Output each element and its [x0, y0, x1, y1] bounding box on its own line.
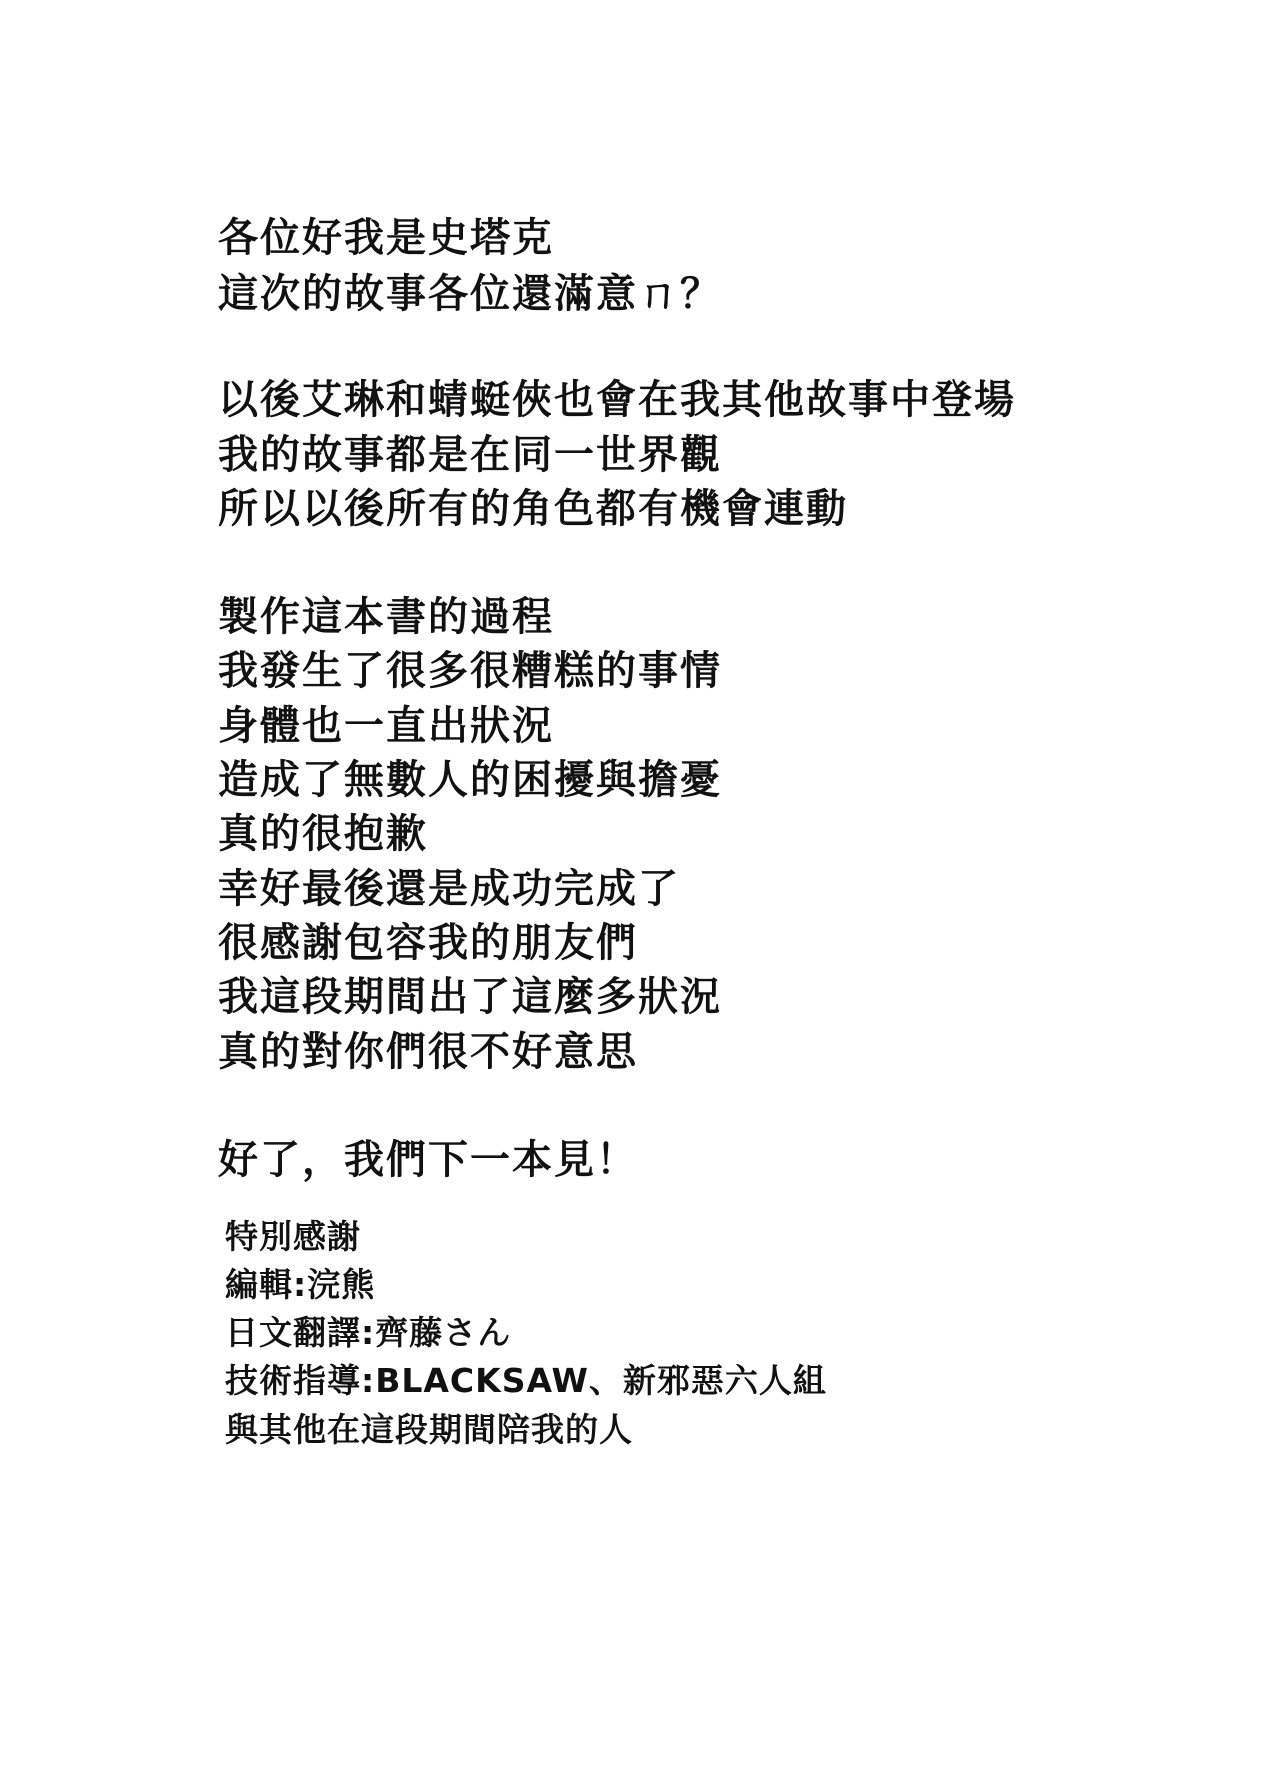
- credits-heading: 特別感謝: [225, 1217, 361, 1256]
- afterword-line: 很感謝包容我的朋友們: [218, 920, 638, 966]
- closing-line: 好了，我們下一本見！: [218, 1137, 638, 1183]
- afterword-line: 真的對你們很不好意思: [218, 1029, 638, 1075]
- afterword-line: 以後艾琳和蜻蜓俠也會在我其他故事中登場: [218, 377, 1016, 423]
- afterword-line: 我這段期間出了這麼多狀況: [218, 974, 722, 1020]
- afterword-line: 身體也一直出狀況: [218, 703, 554, 749]
- afterword-line: 造成了無數人的困擾與擔憂: [218, 757, 722, 803]
- afterword-line: 各位好我是史塔克: [218, 215, 554, 261]
- afterword-line: 真的很抱歉: [218, 811, 428, 857]
- credit-line: 編輯:浣熊: [225, 1265, 376, 1304]
- afterword-line: 我的故事都是在同一世界觀: [218, 432, 722, 478]
- afterword-line: 幸好最後還是成功完成了: [218, 866, 680, 912]
- credit-line: 與其他在這段期間陪我的人: [225, 1410, 633, 1449]
- afterword-line: 我發生了很多很糟糕的事情: [218, 648, 722, 694]
- credit-line: 技術指導:BLACKSAW、新邪惡六人組: [225, 1361, 827, 1400]
- afterword-line: 製作這本書的過程: [218, 594, 554, 640]
- afterword-line: 這次的故事各位還滿意ㄇ？: [218, 271, 722, 317]
- credit-line: 日文翻譯:齊藤さん: [225, 1313, 512, 1352]
- afterword-line: 所以以後所有的角色都有機會連動: [218, 486, 848, 532]
